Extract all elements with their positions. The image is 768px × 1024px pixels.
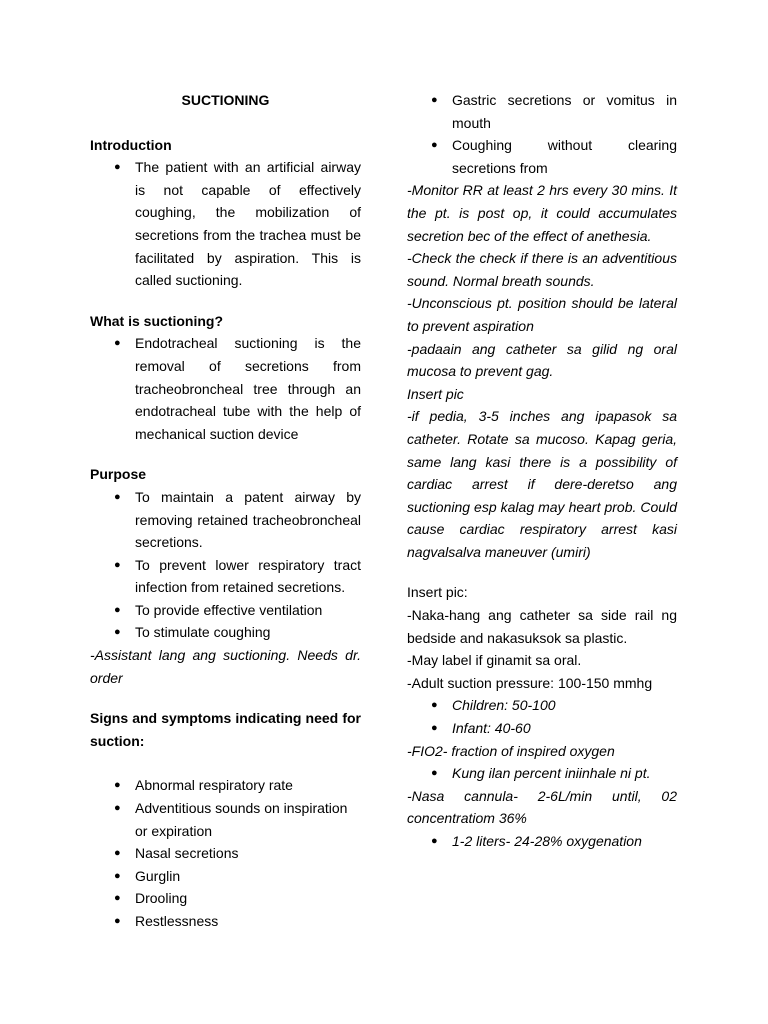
list-item: ● Adventitious sounds on inspiration or expiration [90, 797, 361, 842]
note-padaain-catheter: -padaain ang catheter sa gilid ng oral mucosa to prevent gag. [407, 340, 677, 380]
list-item: ● Endotracheal suctioning is the removal of secretions from tracheobroncheal tree through an endotracheal tube with the help of mechanical suction device [90, 332, 361, 445]
note-adult-pressure: -Adult suction pressure: 100-150 mmhg [407, 674, 653, 691]
left-column [90, 89, 361, 933]
note-unconscious-position: -Unconscious pt. position should be lateral to prevent aspiration [407, 295, 677, 334]
list-item: ● Infant: 40-60 [407, 717, 677, 740]
list-item: ● To provide effective ventilation [90, 599, 361, 622]
signs-heading: Signs and symptoms indicating need for suction: [90, 710, 361, 749]
list-item: ● 1-2 liters- 24-28% oxygenation [407, 830, 677, 853]
note-insert-pic: Insert pic [407, 385, 464, 402]
list-item: ● Kung ilan percent iniinhale ni pt. [407, 762, 677, 785]
what-is-suctioning-list [90, 332, 361, 445]
note-pedia-geria: -if pedia, 3-5 inches ang ipapasok sa catheter. Rotate sa mucoso. Kapag geria, same lang kasi there is a possibility of cardiac arrest if dere-deretso ang suctioning esp kalag may heart prob. Could cause cardiac respiratory arrest kasi nagvalsalva maneuver (umiri) [407, 408, 677, 560]
note-naka-hang: -Naka-hang ang catheter sa side rail ng bedside and nakasuksok sa plastic. [407, 607, 677, 646]
nasa-list [407, 830, 677, 853]
introduction-heading: Introduction [90, 136, 172, 153]
fio2-list [407, 762, 677, 785]
list-item: ● Gastric secretions or vomitus in mouth [407, 89, 677, 134]
list-item: ● Coughing without clearing secretions from [407, 134, 677, 179]
note-nasa-cannula: -Nasa cannula- 2-6L/min until, 02 concentratiom 36% [407, 787, 677, 827]
list-item: ● To stimulate coughing [90, 621, 361, 644]
note-check-sound: -Check the check if there is an adventitious sound. Normal breath sounds. [407, 250, 677, 289]
page-title: SUCTIONING [181, 92, 270, 108]
what-is-suctioning-heading: What is suctioning? [90, 312, 223, 329]
list-item: ● The patient with an artificial airway is not capable of effectively coughing, the mobilization of secretions from the trachea must be facilitated by aspiration. This is called suctioning. [90, 156, 361, 292]
introduction-list [90, 156, 361, 292]
list-item: ● Nasal secretions [90, 842, 361, 865]
signs-list-continued [407, 89, 677, 179]
list-item: ● Restlessness [90, 910, 361, 933]
list-item: ● Children: 50-100 [407, 694, 677, 717]
list-item: ● Drooling [90, 887, 361, 910]
list-item: ● Abnormal respiratory rate [90, 774, 361, 797]
note-fio2: -FIO2- fraction of inspired oxygen [407, 742, 615, 759]
insert-pic-label: Insert pic: [407, 584, 468, 601]
purpose-heading: Purpose [90, 466, 147, 483]
note-monitor-rr: -Monitor RR at least 2 hrs every 30 mins. It the pt. is post op, it could accumulates secretion bec of the effect of anethesia. [407, 182, 677, 244]
purpose-note: -Assistant lang ang suctioning. Needs dr. order [90, 647, 361, 686]
pressure-list [407, 694, 677, 739]
signs-list [90, 774, 361, 932]
purpose-list [90, 486, 361, 644]
list-item: ● To maintain a patent airway by removing retained tracheobroncheal secretions. [90, 486, 361, 554]
note-may-label: -May label if ginamit sa oral. [407, 652, 582, 669]
list-item: ● To prevent lower respiratory tract infection from retained secretions. [90, 554, 361, 599]
list-item: ● Gurglin [90, 865, 361, 888]
right-column [407, 89, 677, 853]
